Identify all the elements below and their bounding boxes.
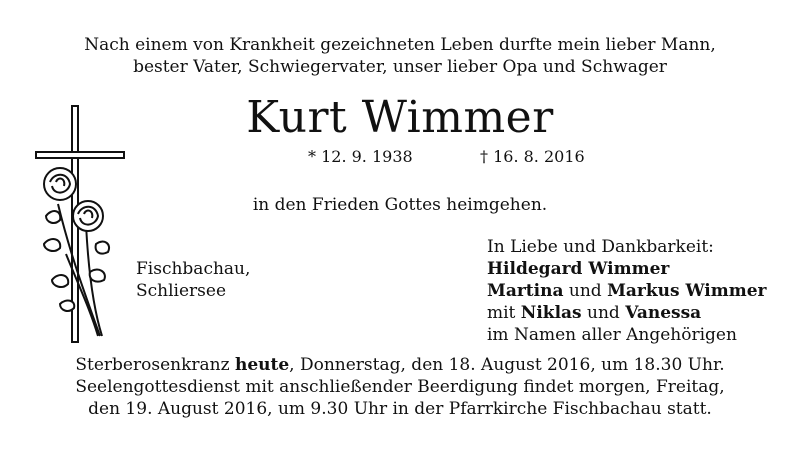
conjunction: und bbox=[587, 303, 620, 323]
intro-text bbox=[0, 34, 800, 78]
funeral-line: Seelengottesdienst mit anschließender Beerdigung findet morgen, Freitag, bbox=[75, 377, 725, 397]
intro-line: Nach einem von Krankheit gezeichneten Leben durfte mein lieber Mann, bbox=[84, 35, 716, 55]
grandchild-name: Vanessa bbox=[625, 303, 702, 323]
rosary-line bbox=[0, 354, 800, 376]
children-line bbox=[487, 280, 767, 302]
funeral-line: den 19. August 2016, um 9.30 Uhr in der Pfarrkirche Fischbachau statt. bbox=[88, 399, 712, 419]
deceased-name: Kurt Wimmer bbox=[246, 92, 554, 143]
family-block bbox=[487, 236, 767, 346]
child-name: Markus Wimmer bbox=[607, 281, 767, 301]
place: Fischbachau, bbox=[136, 259, 251, 279]
conjunction: und bbox=[568, 281, 602, 301]
intro-line: bester Vater, Schwiegervater, unser lieber Opa und Schwager bbox=[133, 57, 667, 77]
rosary-text: Sterberosenkranz bbox=[75, 355, 235, 375]
cross-with-roses-icon bbox=[30, 104, 130, 346]
child-name: Martina bbox=[487, 281, 564, 301]
with-word: mit bbox=[487, 303, 516, 323]
family-intro: In Liebe und Dankbarkeit: bbox=[487, 237, 714, 257]
relatives-line: im Namen aller Angehörigen bbox=[487, 325, 737, 345]
grandchild-name: Niklas bbox=[520, 303, 582, 323]
spouse-name: Hildegard Wimmer bbox=[487, 259, 670, 279]
places bbox=[136, 258, 250, 302]
birth-date: * 12. 9. 1938 bbox=[308, 147, 413, 166]
today-word: heute bbox=[234, 355, 290, 375]
grandchildren-line bbox=[487, 302, 767, 324]
rosary-text: , Donnerstag, den 18. August 2016, um 18.30 Uhr. bbox=[289, 355, 725, 375]
service-info bbox=[0, 354, 800, 420]
place: Schliersee bbox=[136, 281, 227, 301]
peace-line: in den Frieden Gottes heimgehen. bbox=[252, 195, 548, 215]
death-date: † 16. 8. 2016 bbox=[480, 147, 585, 166]
